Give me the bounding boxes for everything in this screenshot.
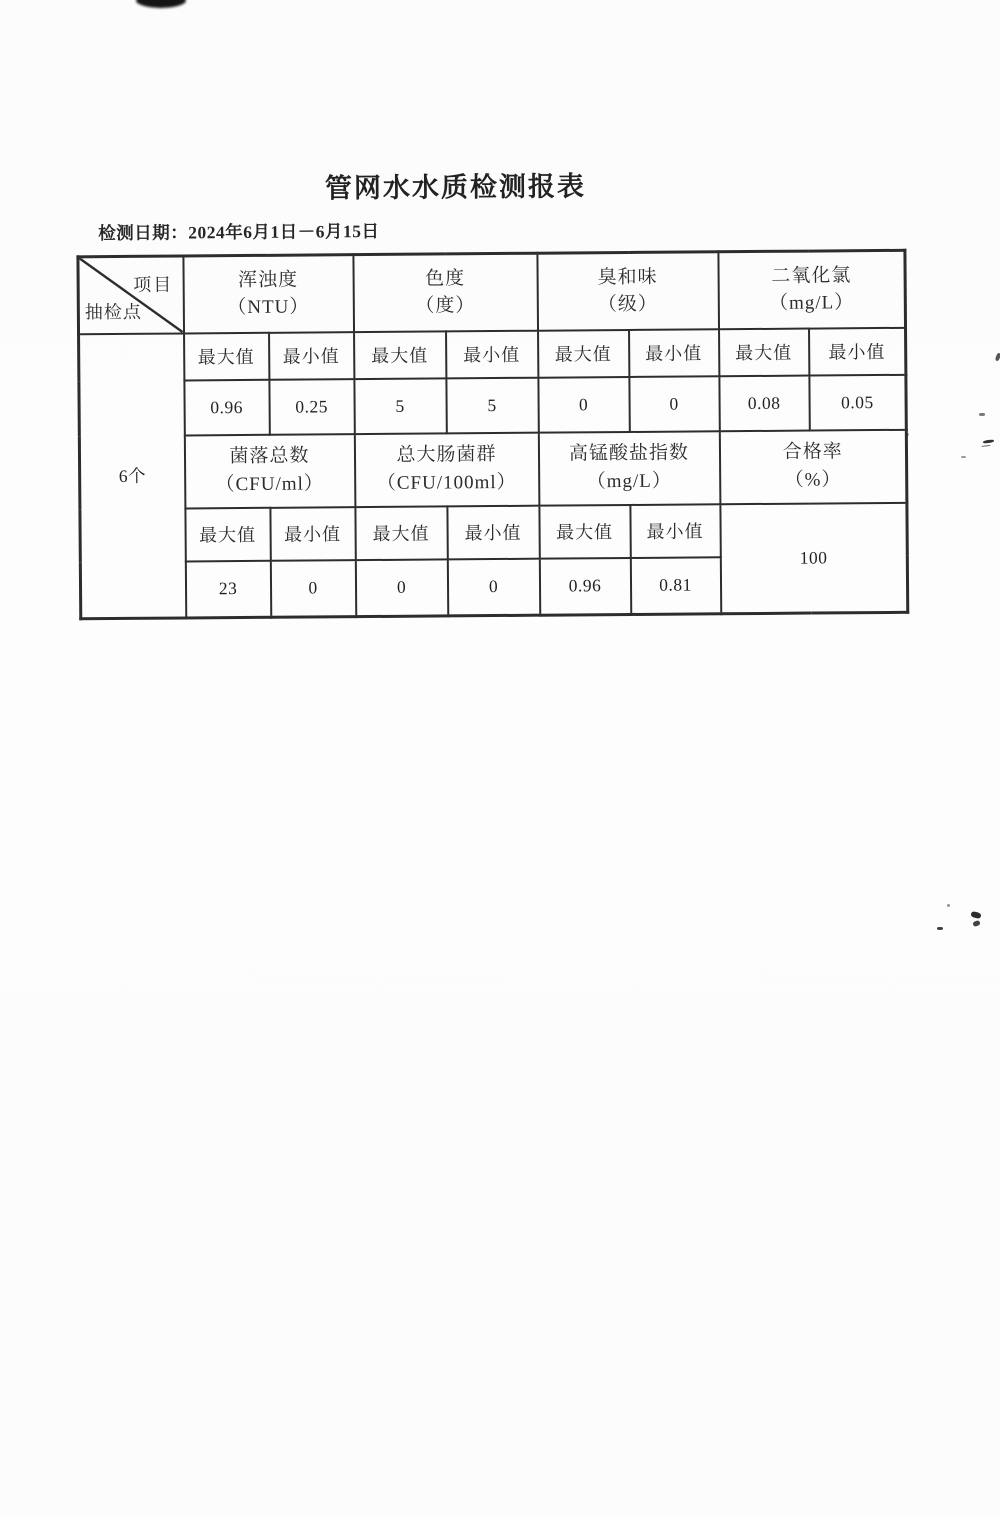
- col-header-unit: （度）: [415, 295, 476, 317]
- col-header-chlorine-dioxide: [718, 250, 906, 328]
- col-header-unit: （CFU/100ml）: [376, 471, 517, 494]
- value-colony-count-max: 23: [185, 560, 270, 618]
- col-header-name: 浑浊度: [238, 269, 299, 291]
- value-pass-rate: 100: [720, 502, 908, 613]
- value-chlorine-dioxide-max: 0.08: [719, 375, 809, 431]
- value-coliform-max: 0: [355, 559, 447, 617]
- label-max: 最大值: [185, 507, 270, 561]
- label-min: 最小值: [629, 329, 719, 377]
- col-header-unit: （NTU）: [227, 296, 310, 319]
- value-turbidity-min: 0.25: [269, 379, 354, 435]
- label-max: 最大值: [539, 504, 630, 558]
- col-header-colony-count: [184, 434, 355, 508]
- col-header-unit: （mg/L）: [768, 292, 855, 315]
- col-header-pass-rate: [719, 429, 907, 503]
- corner-label-sample-point: 抽检点: [84, 301, 142, 322]
- col-header-name: 高锰酸盐指数: [568, 442, 690, 465]
- value-odor-max: 0: [538, 376, 629, 432]
- col-header-name: 二氧化氯: [771, 264, 852, 287]
- label-min: 最小值: [447, 505, 539, 559]
- label-min: 最小值: [270, 507, 355, 561]
- report-title: 管网水水质检测报表: [324, 171, 587, 204]
- col-header-permanganate-index: [538, 431, 720, 505]
- value-permanganate-min: 0.81: [630, 557, 720, 615]
- value-odor-min: 0: [629, 376, 719, 432]
- col-header-name: 合格率: [782, 441, 843, 464]
- col-header-unit: （级）: [597, 294, 658, 316]
- col-header-name: 臭和味: [597, 266, 658, 288]
- value-color-max: 5: [354, 378, 446, 434]
- test-date-label: 检测日期：2024年6月1日－6月15日: [98, 220, 380, 244]
- col-header-unit: （%）: [784, 469, 842, 491]
- value-permanganate-max: 0.96: [539, 557, 630, 615]
- water-quality-table: [76, 249, 909, 621]
- label-max: 最大值: [355, 506, 447, 560]
- corner-label-project: 项目: [133, 274, 174, 295]
- col-header-name: 总大肠菌群: [396, 444, 497, 467]
- col-header-unit: （CFU/ml）: [215, 473, 324, 496]
- col-header-color: [353, 253, 538, 331]
- value-chlorine-dioxide-min: 0.05: [809, 374, 906, 430]
- value-color-min: 5: [446, 377, 538, 433]
- value-colony-count-min: 0: [270, 560, 355, 618]
- value-coliform-min: 0: [447, 558, 539, 616]
- col-header-turbidity: [183, 255, 354, 333]
- value-turbidity-max: 0.96: [184, 379, 269, 435]
- label-max: 最大值: [719, 328, 809, 376]
- label-min: 最小值: [809, 327, 906, 375]
- sample-count-cell: 6个: [79, 333, 186, 619]
- label-max: 最大值: [354, 331, 446, 379]
- col-header-name: 菌落总数: [229, 445, 310, 468]
- label-max: 最大值: [538, 329, 629, 377]
- label-max: 最大值: [184, 332, 269, 380]
- label-min: 最小值: [446, 330, 538, 378]
- corner-cell: [78, 256, 184, 334]
- label-min: 最小值: [269, 332, 354, 380]
- col-header-odor: [537, 252, 719, 330]
- col-header-unit: （mg/L）: [586, 470, 672, 493]
- col-header-name: 色度: [425, 267, 466, 290]
- col-header-coliform: [354, 432, 539, 506]
- label-min: 最小值: [630, 504, 720, 558]
